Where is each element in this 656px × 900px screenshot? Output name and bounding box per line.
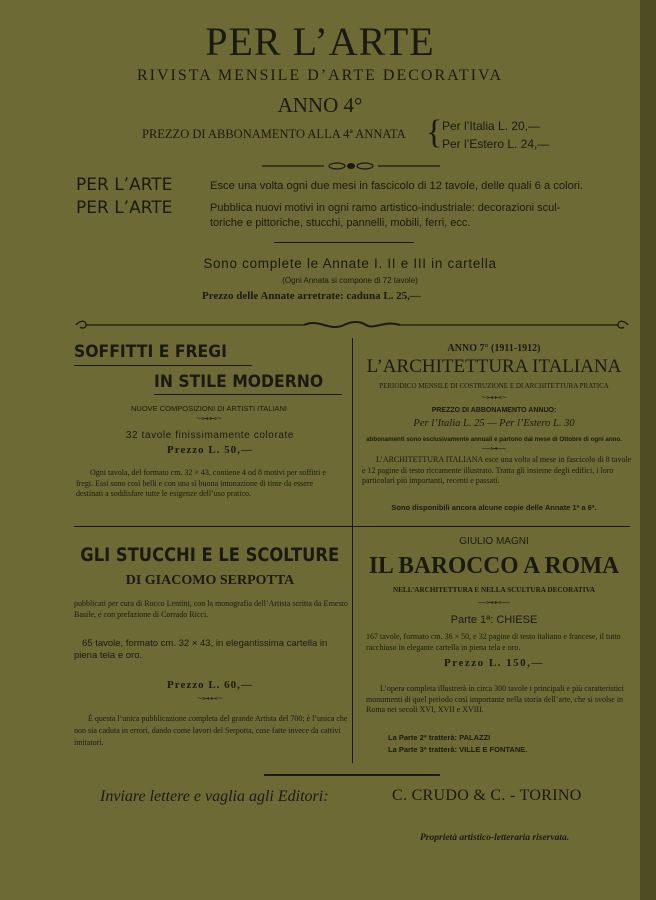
soffitti-plates: 32 tavole finissimamente colorate — [125, 430, 295, 441]
footer-rule — [264, 774, 440, 776]
stucchi-author: DI GIACOMO SERPOTTA — [125, 573, 295, 588]
stucchi-title: GLI STUCCHI E LE SCOLTURE — [80, 544, 340, 566]
barocco-ornament: —⊶⊷— — [478, 598, 510, 607]
architettura-ornament: ~⊶⊷~ — [481, 393, 507, 402]
architettura-price-line: Per l’Italia L. 25 — Per l’Estero L. 30 — [413, 418, 575, 429]
stucchi-ornament: ~⊶⊷~ — [197, 694, 223, 703]
stucchi-description: pubblicati per cura di Rocco Lentini, con la monografia dell’Artista scritta da Ernesto Basile, e con prefazione di Corrado Ricci. — [74, 599, 348, 619]
soffitti-title: SOFFITTI E FREGI — [74, 342, 227, 362]
barocco-part2: La Parte 2ª tratterà: PALAZZI — [388, 733, 491, 742]
architettura-description: L’ARCHITETTURA ITALIANA esce una volta al mese in fascicolo di 8 tavole e 12 pagine di testo riccamente illustrato. Tratta gli insieme degli edifici, i loro particolari più importanti, recenti e passati. — [362, 455, 632, 485]
architettura-title: L’ARCHITETTURA ITALIANA — [366, 356, 622, 377]
soffitti-price: Prezzo L. 50,— — [167, 444, 253, 456]
architettura-price-label: PREZZO DI ABBONAMENTO ANNUO: — [431, 407, 557, 414]
stucchi-format: 65 tavole, formato cm. 32 × 43, in elegantissima cartella in piena tela e oro. — [74, 638, 328, 661]
barocco-author: GIULIO MAGNI — [459, 536, 529, 547]
barocco-description: L’opera completa illustrerà in circa 300 tavole i principali e più caratteristici monumenti di quel periodo così importante nella storia dell’arte, che si svolse in Roma nei secoli XVI, XVII e XVIII. — [366, 684, 624, 714]
soffitti-subtitle: NUOVE COMPOSIZIONI DI ARTISTI ITALIANI — [131, 404, 287, 413]
soffitti-rule-2 — [154, 394, 342, 395]
soffitti-ornament: ~⊶⊷~ — [196, 414, 222, 423]
price-abroad: Per l’Estero L. 24,— — [442, 137, 550, 151]
ornament-1 — [262, 160, 440, 172]
complete-years: Sono complete le Annate I. II e III in cartella — [203, 256, 497, 271]
page-edge — [640, 0, 656, 900]
complete-years-note: (Ogni Annata si compone di 72 tavole) — [282, 276, 418, 285]
intro-label-2: PER L’ARTE — [76, 198, 173, 218]
back-issues-price: Prezzo delle Annate arretrate: caduna L. 25,— — [202, 290, 421, 302]
brace: { — [426, 114, 443, 151]
barocco-subtitle: NELL’ARCHITETTURA E NELLA SCULTURA DECORATIVA — [392, 586, 596, 594]
soffitti-description: Ogni tavola, del formato cm. 32 × 43, contiene 4 od 8 motivi per soffitti e fregi. Essi sono così belli e con una sì buona intonazione di tinte da essere destinati a soddisfare tutte le esigenze dell’uso pratico. — [76, 468, 326, 498]
stucchi-note: È questa l’unica pubblicazione completa del grande Artista del 700; è l’unica che non sia caduta in errori, dando come lavori del Serpotta, cose fatte invece da cattivi imitatori. — [74, 714, 348, 747]
year-label: ANNO 4° — [277, 93, 363, 117]
barocco-part1: Parte 1ª: CHIESE — [450, 614, 538, 626]
architettura-ornament-2: —⊶— — [482, 444, 506, 453]
ornament-wide — [74, 318, 630, 334]
soffitti-rule-1 — [74, 365, 252, 366]
intro-label-1: PER L’ARTE — [76, 175, 173, 195]
section-divider — [74, 526, 630, 527]
barocco-title: IL BAROCCO A ROMA — [368, 553, 620, 579]
column-divider — [352, 338, 353, 763]
order-instructions: Inviare lettere e vaglia agli Editori: — [100, 788, 329, 805]
barocco-format: 167 tavole, formato cm. 36 × 50, e 32 pagine di testo italiano e francese, il tutto racchiuso in elegante cartella in piena tela e oro. — [366, 632, 621, 652]
publisher: C. CRUDO & C. - TORINO — [392, 787, 582, 804]
divider-short — [274, 242, 414, 243]
magazine-title: PER L’ARTE — [205, 19, 435, 64]
barocco-part3: La Parte 3ª tratterà: VILLE E FONTANE. — [388, 745, 528, 754]
magazine-subtitle: RIVISTA MENSILE D’ARTE DECORATIVA — [136, 67, 504, 84]
soffitti-title-2: IN STILE MODERNO — [154, 372, 324, 392]
architettura-subtitle: PERIODICO MENSILE DI COSTRUZIONE E DI ARCHITETTURA PRATICA — [379, 382, 609, 390]
architettura-note: abbonamenti sono esclusivamente annuali e partono dal mese di Ottobre di ogni anno. — [366, 436, 622, 443]
intro-text-2: Pubblica nuovi motivi in ogni ramo artistico-industriale: decorazioni scul- — [210, 202, 561, 214]
stucchi-price: Prezzo L. 60,— — [167, 679, 253, 691]
intro-text-3: toriche e pittoriche, stucchi, pannelli, mobili, ferri, ecc. — [210, 217, 471, 229]
barocco-price: Prezzo L. 150,— — [444, 657, 544, 669]
price-italy: Per l’Italia L. 20,— — [442, 119, 541, 133]
rights-notice: Proprietà artistico-letteraria riservata. — [420, 833, 570, 843]
subscription-label: PREZZO DI ABBONAMENTO ALLA 4ª ANNATA — [142, 127, 406, 141]
intro-text-1: Esce una volta ogni due mesi in fascicolo di 12 tavole, delle quali 6 a colori. — [210, 180, 584, 192]
architettura-available: Sono disponibili ancora alcune copie delle Annate 1ª a 6ª. — [391, 503, 597, 512]
architettura-year: ANNO 7° (1911-1912) — [447, 343, 541, 354]
